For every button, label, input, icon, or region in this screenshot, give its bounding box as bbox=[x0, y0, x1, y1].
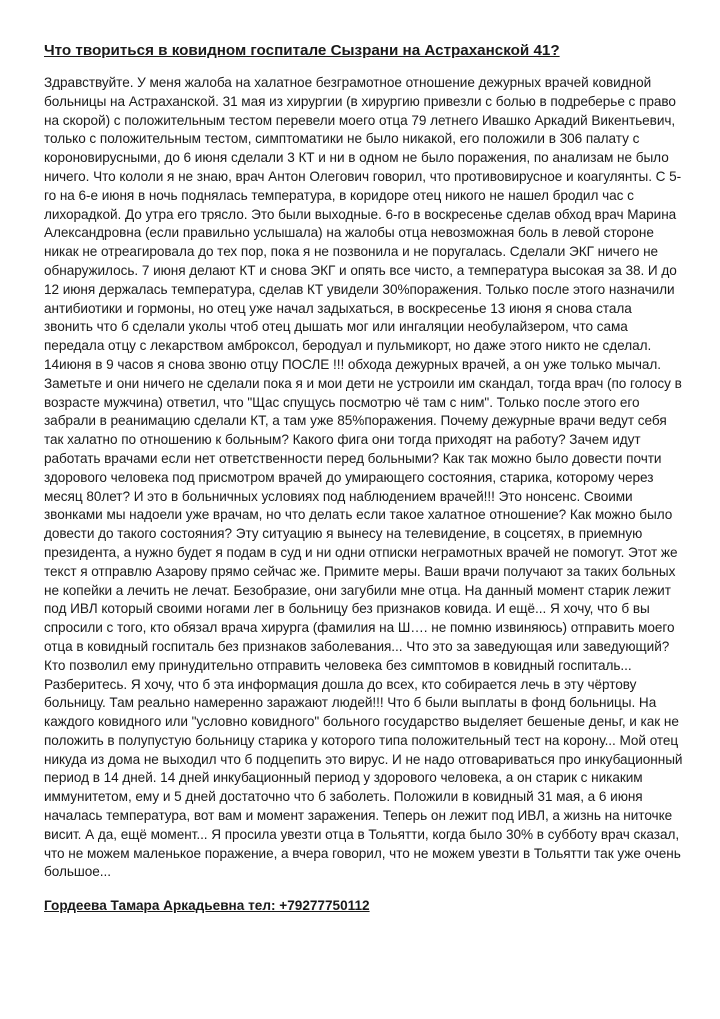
document-page bbox=[44, 41, 684, 915]
document-body: Здравствуйте. У меня жалоба на халатное безграмотное отношение дежурных врачей ковидной больницы на Астраханской. 31 мая из хирургии (в хирургию привезли с болью в подреберье с право на скорой) с положительным тестом перевели моего отца 79 летнего Ивашко Аркадий Викентьевич, только с положительным тестом, симптоматики не было никакой, его положили в 306 палату с короновирусными, до 6 июня сделали 3 КТ и ни в одном не было поражения, по анализам не было ничего. Что кололи я не знаю, врач Антон Олегович говорил, что противовирусное и коагулянты. С 5-го на 6-е июня в ночь поднялась температура, в коридоре отец никого не нашел бродил час с лихорадкой. До утра его трясло. Это были выходные. 6-го в воскресенье сделав обход врач Марина Александровна (если правильно услышала) на жалобы отца невозможная боль в левой стороне никак не отреагировала до тех пор, пока я не позвонила и не поругалась. Сделали ЭКГ ничего не обнаружилось. 7 июня делают КТ и снова ЭКГ и опять все чисто, а температура высокая за 38. И до 12 июня держалась температура, сделав КТ увидели 30%поражения. Только после этого назначили антибиотики и гормоны, но отец уже начал задыхаться, в воскресенье 13 июня я снова стала звонить что б сделали уколы чтоб отец дышать мог или ингаляции необулайзером, что сама передала отцу с лекарством амброксол, беродуал и пульмикорт, но даже этого никто не сделал. 14июня в 9 часов я снова звоню отцу ПОСЛЕ !!! обхода дежурных врачей, а он уже только мычал. Заметьте и они ничего не сделали пока я и мои дети не устроили им скандал, тогда врач (по голосу в возрасте мужчина) ответил, что "Щас спущусь посмотрю чё там с ним". Только после этого его забрали в реанимацию сделали КТ, а там уже 85%поражения. Почему дежурные врачи ведут себя так халатно по отношению к больным? Какого фига они тогда приходят на работу? Зачем идут работать врачами если нет ответственности перед больными? Как так можно было довести почти здорового человека под присмотром врачей до умирающего состояния, старика, которому через месяц 80лет? И это в больничных условиях под наблюдением врачей!!! Это нонсенс. Своими звонками мы надоели уже врачам, но что делать если такое халатное отношение? Как можно было довести до такого состояния? Эту ситуацию я вынесу на телевидение, в соцсетях, в приемную президента, а нужно будет я подам в суд и ни одни отписки неграмотных врачей не помогут. Этот же текст я отправлю Азарову прямо сейчас же. Примите меры. Ваши врачи получают за таких больных не копейки а лечить не лечат. Безобразие, они загубили мне отца. На данный момент старик лежит под ИВЛ который своими ногами лег в больницу без признаков ковида. И ещё... Я хочу, что б вы спросили с того, кто обязал врача хирурга (фамилия на Ш…. не помню извиняюсь) отправить моего отца в ковидный госпиталь без признаков заболевания... Что это за заведующая или заведующий? Кто позволил ему принудительно отправить человека без симптомов в ковидный госпиталь... Разберитесь. Я хочу, что б эта информация дошла до всех, кто собирается лечь в эту чёртову больницу. Там реально намеренно заражают людей!!! Что б были выплаты в фонд больницы. На каждого ковидного или "условно ковидного" больного государство выделяет бешеные деньг, и как не положить в полупустую больницу старика у которого типа положительный тест на корону... Мой отец никуда из дома не выходил что б подцепить это вирус. И не надо отговариваться про инкубационный период в 14 дней. 14 дней инкубационный период у здорового человека, а он старик с никаким иммунитетом, ему и 5 дней достаточно что б заболеть. Положили в ковидный 31 мая, а 6 июня началась температура, вот вам и момент заражения. Теперь он лежит под ИВЛ, а жизнь на ниточке висит. А да, ещё момент... Я просила увезти отца в Тольятти, когда было 30% в субботу врач сказал, что не можем маленькое поражение, а вчера говорил, что не можем увезти в Тольятти так уже очень большое... bbox=[44, 75, 683, 880]
document-signature: Гордеева Тамара Аркадьевна тел: +79277750112 bbox=[44, 898, 370, 914]
document-title: Что твориться в ковидном госпитале Сызрани на Астраханской 41? bbox=[44, 42, 560, 59]
